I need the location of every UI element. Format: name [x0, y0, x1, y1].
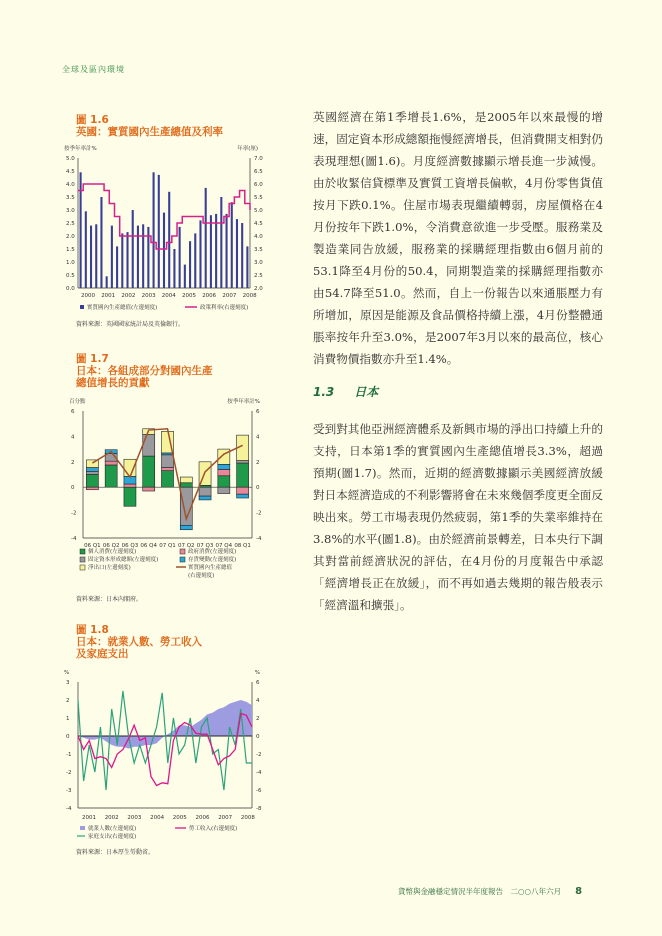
legend-label: 淨出口(左邊刻度) — [88, 565, 131, 571]
legend-swatch — [80, 549, 85, 554]
x-tick-label: 2004 — [150, 815, 165, 821]
page-number: 8 — [575, 886, 583, 897]
x-tick-label: 2003 — [141, 293, 156, 299]
figure-1-8-source: 資料來源：日本厚生勞動省。 — [76, 849, 155, 856]
x-tick-label: 2002 — [121, 293, 136, 299]
x-tick-label: 06 Q1 — [84, 543, 101, 549]
y-tick-label: 0 — [66, 734, 70, 740]
figure-number: 圖 1.8 — [76, 624, 109, 636]
stacked-bar-segment — [161, 471, 173, 488]
y2-tick-label: -4 — [256, 536, 262, 542]
y-tick-label: 2 — [66, 698, 70, 704]
x-tick-label: 06 Q4 — [140, 543, 158, 549]
x-tick-label: 2001 — [82, 815, 96, 821]
y-tick-label: 1.0 — [66, 260, 75, 266]
y2-tick-label: 5.0 — [254, 208, 263, 214]
stacked-bar-segment — [199, 487, 211, 496]
y2-tick-label: 2.0 — [254, 286, 263, 292]
legend-swatch-employment — [80, 826, 85, 830]
gdp-bar — [189, 241, 191, 288]
footer-text: 貨幣與金融穩定情況半年度報告 二○○八年六月 — [398, 887, 562, 896]
y-tick-label: 3.5 — [66, 195, 75, 201]
y-tick-label: 5.0 — [66, 156, 75, 162]
stacked-bar-segment — [180, 483, 192, 487]
gdp-bar — [158, 175, 160, 288]
y2-tick-label: 4.0 — [254, 234, 263, 240]
stacked-bar-segment — [218, 469, 230, 475]
x-tick-label: 2006 — [202, 293, 217, 299]
y2-tick-label: 6 — [256, 409, 260, 415]
legend-label: 政府消費(左邊刻度) — [188, 549, 237, 555]
gdp-bar — [241, 223, 243, 288]
running-header: 全球及區內環境 — [62, 65, 125, 74]
x-tick-label: 06 Q3 — [121, 543, 139, 549]
gdp-bar — [95, 224, 97, 288]
stacked-bar-segment — [143, 487, 155, 491]
y-tick-label: 0 — [71, 485, 75, 492]
legend-label: 實質國內生產總值 — [188, 565, 233, 571]
figure-caption: 日本：就業人數、勞工收入 — [76, 636, 202, 648]
gdp-bar — [226, 214, 228, 288]
paragraph-japan: 受到對其他亞洲經濟體系及新興市場的淨出口持續上升的支持，日本第1季的實質國內生產總值增長3.3%，超過預期(圖1.7)。然而，近期的經濟數據顯示美國經濟放緩對日本經濟造成的不利影響將會在未來幾個季度更全面反映出來。勞工市場表現仍然疲弱，第1季的失業率維持在3.8%的水平(圖1.8)。由於經濟前景轉差，日本央行下調其對當前經濟狀況的評估，在4月份的月度報告中承認「經濟增長正在放緩」，而不再如過去幾期的報告般表示「經濟溫和擴張」。 — [313, 422, 603, 612]
y2-tick-label: -4 — [256, 770, 262, 776]
x-tick-label: 2007 — [218, 815, 233, 821]
gdp-bar — [179, 227, 181, 288]
y-tick-label: 1 — [66, 716, 70, 722]
gdp-bar — [215, 214, 217, 288]
y2-axis-title: 年率(厘) — [237, 146, 258, 152]
x-tick-label: 07 Q4 — [215, 543, 233, 549]
y-tick-label: -3 — [66, 788, 72, 794]
gdp-bar — [236, 219, 238, 288]
y-tick-label: -1 — [66, 752, 72, 758]
x-tick-label: 07 Q2 — [177, 543, 195, 549]
legend-label: 固定資本形成總額(左邊刻度) — [88, 557, 159, 563]
gdp-bar — [210, 215, 212, 288]
x-tick-label: 2003 — [127, 815, 142, 821]
legend-swatch-gdp — [80, 305, 84, 309]
x-tick-label: 07 Q3 — [196, 543, 214, 549]
y2-tick-label: -2 — [256, 510, 262, 517]
stacked-bar-segment — [86, 471, 98, 474]
gdp-bar — [111, 226, 113, 288]
legend-swatch — [80, 565, 85, 570]
y2-tick-label: 0 — [256, 485, 260, 492]
gdp-bar — [220, 197, 222, 288]
stacked-bar-segment — [237, 461, 249, 464]
y2-tick-label: -6 — [256, 788, 262, 794]
stacked-bar-segment — [143, 456, 155, 487]
legend-label: 勞工收入(右邊刻度) — [189, 826, 238, 832]
x-tick-label: 06 Q2 — [102, 543, 120, 549]
y2-tick-label: -2 — [256, 752, 262, 758]
gdp-bar — [90, 226, 92, 288]
y2-tick-label: 3.5 — [254, 247, 263, 253]
stacked-bar-segment — [180, 477, 192, 483]
figure-caption: 及家庭支出 — [76, 648, 129, 660]
x-tick-label: 2005 — [172, 815, 187, 821]
gdp-bar — [184, 265, 186, 288]
y2-tick-label: -8 — [256, 806, 262, 812]
legend-label: 存貨變動(左邊刻度) — [188, 557, 237, 563]
y2-tick-label: 7.0 — [254, 156, 263, 162]
stacked-bar-segment — [124, 484, 136, 487]
figure-caption: 日本：各組成部分對國內生產 — [76, 365, 213, 377]
gdp-bar — [173, 249, 175, 288]
legend-swatch — [180, 549, 185, 554]
y-axis-title: % — [64, 670, 70, 676]
y-tick-label: 4.0 — [66, 182, 75, 188]
y-tick-label: 2.5 — [66, 221, 75, 227]
stacked-bar-segment — [143, 434, 155, 456]
x-tick-label: 2008 — [242, 293, 257, 299]
y2-tick-label: 4 — [256, 434, 260, 441]
y-tick-label: 0.5 — [66, 273, 75, 279]
x-tick-label: 2001 — [101, 293, 116, 299]
y2-tick-label: 0 — [256, 734, 260, 740]
y-tick-label: 4 — [71, 434, 75, 441]
y2-tick-label: 2 — [256, 716, 260, 722]
y2-tick-label: 2 — [256, 459, 260, 466]
stacked-bar-segment — [86, 475, 98, 488]
x-tick-label: 08 Q1 — [234, 543, 251, 549]
y-axis-title: 百分點 — [69, 399, 86, 405]
section-number: 1.3 — [313, 385, 335, 399]
y2-tick-label: 4.5 — [254, 221, 263, 227]
y-tick-label: 4.5 — [66, 169, 75, 175]
y-tick-label: 2.0 — [66, 234, 75, 240]
gdp-bar — [163, 213, 165, 288]
stacked-bar-segment — [105, 461, 117, 465]
gdp-bar — [85, 211, 87, 288]
gdp-bar — [126, 232, 128, 288]
gdp-bar — [153, 172, 155, 288]
stacked-bar-segment — [218, 487, 230, 493]
legend-label: 政策利率(右邊刻度) — [200, 305, 249, 311]
household-spending-line — [78, 691, 252, 790]
legend-label: (右邊刻度) — [188, 573, 215, 579]
x-tick-label: 2004 — [161, 293, 176, 299]
figure-number: 圖 1.7 — [76, 353, 109, 365]
legend-label: 個人消費(左邊刻度) — [88, 549, 137, 555]
gdp-bar — [142, 224, 144, 288]
stacked-bar-segment — [86, 487, 98, 490]
y-tick-label: 3.0 — [66, 208, 75, 214]
y2-tick-label: 2.5 — [254, 273, 263, 279]
stacked-bar-segment — [180, 525, 192, 529]
y-tick-label: -2 — [66, 770, 72, 776]
y2-tick-label: 5.5 — [254, 195, 263, 201]
figure-1-7-source: 資料來源：日本內閣府。 — [76, 596, 143, 603]
y2-axis-title: 按季年率計% — [227, 399, 260, 405]
y2-tick-label: 4 — [256, 698, 260, 704]
stacked-bar-segment — [218, 464, 230, 469]
gdp-bar — [116, 246, 118, 288]
y2-tick-label: 6.5 — [254, 169, 263, 175]
legend-label: 實質國內生產總值(左邊刻度) — [87, 305, 158, 311]
gdp-bar — [246, 246, 248, 288]
gdp-bar — [231, 202, 233, 288]
stacked-bar-segment — [161, 468, 173, 471]
stacked-bar-segment — [237, 494, 249, 498]
x-tick-label: 07 Q1 — [159, 543, 176, 549]
x-tick-label: 2000 — [81, 293, 95, 299]
stacked-bar-segment — [237, 487, 249, 494]
legend-label: 家庭支出(右邊刻度) — [88, 834, 137, 840]
gdp-bar — [194, 233, 196, 288]
y-tick-label: 6 — [71, 409, 75, 415]
legend-label: 就業人數(左邊刻度) — [88, 826, 137, 832]
figure-caption: 英國：實質國內生產總值及利率 — [76, 126, 223, 138]
gdp-bar — [132, 210, 134, 288]
x-tick-label: 2006 — [195, 815, 210, 821]
y-tick-label: 1.5 — [66, 247, 75, 253]
figure-number: 圖 1.6 — [76, 114, 109, 126]
gdp-bar — [106, 276, 108, 288]
x-tick-label: 2005 — [182, 293, 196, 299]
gdp-bar — [199, 220, 201, 288]
x-tick-label: 2008 — [240, 815, 255, 821]
stacked-bar-segment — [218, 476, 230, 487]
y-tick-label: -2 — [71, 510, 77, 517]
y-tick-label: 0.0 — [66, 286, 75, 292]
stacked-bar-segment — [161, 455, 173, 468]
stacked-bar-segment — [199, 496, 211, 500]
stacked-bar-segment — [105, 465, 117, 487]
y-tick-label: 3 — [66, 680, 70, 686]
gdp-bar — [205, 188, 207, 288]
y2-tick-label: 6 — [256, 680, 260, 686]
figure-caption: 總值增長的貢獻 — [76, 377, 150, 389]
gdp-bar — [100, 197, 102, 288]
gdp-bar — [121, 233, 123, 288]
section-title: 日本 — [354, 385, 379, 399]
legend-swatch — [180, 557, 185, 562]
paragraph-uk: 英國經濟在第1季增長1.6%，是2005年以來最慢的增速，固定資本形成總額拖慢經濟增長，但消費開支相對仍表現理想(圖1.6)。月度經濟數據顯示增長進一步減慢。由於收緊信貸標準及實質工資增長偏軟，4月份零售貨值按月下跌0.1%。住屋市場表現繼續轉弱，房屋價格在4月份按年下跌1.0%，令消費意欲進一步受壓。服務業及製造業同告放緩，服務業的採購經理指數由6個月前的53.1降至4月份的50.4，同期製造業的採購經理指數亦由54.7降至51.0。然而，自上一份報告以來通脹壓力有所增加，原因是能源及食品價格持續上漲，4月份整體通脹率按年升至3.0%，是2007年3月以來的最高位，核心消費物價指數亦升至1.4%。 — [313, 110, 603, 366]
x-tick-label: 2002 — [104, 815, 119, 821]
stacked-bar-segment — [86, 468, 98, 472]
y-axis-title: 按季年率計% — [64, 146, 97, 152]
figure-1-6-source: 資料來源：英國國家統計局及英倫銀行。 — [76, 321, 185, 328]
y-tick-label: 2 — [71, 459, 75, 466]
y-tick-label: -4 — [66, 806, 72, 812]
y2-tick-label: 6.0 — [254, 182, 263, 188]
y2-axis-title: % — [254, 670, 260, 676]
legend-swatch — [80, 557, 85, 562]
y2-tick-label: 3.0 — [254, 260, 263, 266]
gdp-bar — [137, 226, 139, 288]
y-tick-label: -4 — [71, 536, 77, 542]
stacked-bar-segment — [237, 463, 249, 487]
gdp-bar — [80, 172, 82, 288]
stacked-bar-segment — [124, 487, 136, 506]
x-tick-label: 2007 — [222, 293, 237, 299]
gdp-bar — [168, 192, 170, 288]
